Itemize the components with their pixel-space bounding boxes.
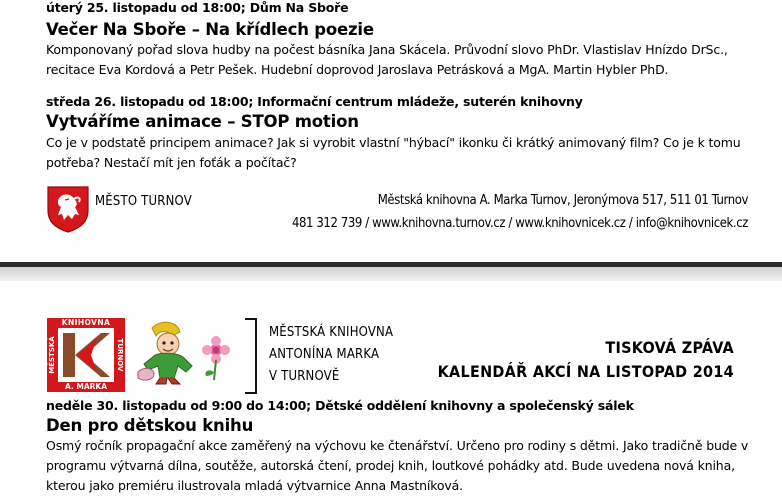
logo-text-right: TURNOV — [116, 338, 124, 372]
press-release-title: TISKOVÁ ZPÁVA — [605, 338, 734, 357]
logo-text-left: MĚSTSKÁ — [48, 336, 56, 374]
bracket-divider — [245, 318, 257, 394]
event-3-line-3: kterou jako premiéru ilustrovala mladá výtvarnice Anna Mastníková. — [46, 478, 463, 493]
event-1-title: Večer Na Sboře – Na křídlech poezie — [46, 20, 374, 39]
library-name-line-1: MĚSTSKÁ KNIHOVNA — [269, 325, 394, 340]
city-label: MĚSTO TURNOV — [95, 194, 192, 209]
mascot-illustration — [134, 320, 238, 388]
calendar-title: KALENDÁŘ AKCÍ NA LISTOPAD 2014 — [437, 362, 734, 381]
library-contacts: 481 312 739 / www.knihovna.turnov.cz / www.knihovnicek.cz / info@knihovnicek.cz — [291, 216, 748, 231]
event-3-date: neděle 30. listopadu od 9:00 do 14:00; Dětské oddělení knihovny a společenský sálek — [46, 398, 634, 413]
turnov-coat-of-arms-icon — [46, 185, 90, 233]
event-3-description — [46, 436, 748, 496]
library-address: Městská knihovna A. Marka Turnov, Jeronýmova 517, 511 01 Turnov — [377, 193, 748, 208]
event-3-line-1: Osmý ročník propagační akce zaměřený na výchovu ke čtenářství. Určeno pro rodiny s dětmi. Jako tradičně bude v — [46, 438, 749, 453]
event-3-title: Den pro dětskou knihu — [46, 416, 254, 435]
library-name — [269, 322, 393, 388]
event-2-line-2: potřeba? Nestačí mít jen foťák a počítač? — [46, 155, 297, 170]
press-heading — [438, 336, 734, 384]
logo-text-bottom: A. MARKA — [64, 382, 108, 391]
library-logo — [47, 318, 125, 392]
event-1-description — [46, 40, 728, 80]
library-name-line-3: V TURNOVĚ — [269, 369, 340, 384]
event-2-description — [46, 133, 741, 173]
event-2-line-1: Co je v podstatě principem animace? Jak si vyrobit vlastní "hýbací" ikonku či krátký animovaný film? Co je k tomu — [46, 135, 741, 150]
event-1-line-1: Komponovaný pořad slova hudby na počest básníka Jana Skácela. Průvodní slovo PhDr. Vlastislav Hnízdo DrSc., — [46, 42, 728, 57]
event-1-line-2: recitace Eva Kordová a Petr Pešek. Hudební doprovod Jaroslava Petrásková a MgA. Martin Hybler PhD. — [46, 62, 669, 77]
event-1-date: úterý 25. listopadu od 18:00; Dům Na Sboře — [46, 0, 349, 15]
library-name-line-2: ANTONÍNA MARKA — [269, 347, 380, 362]
page-gap — [0, 267, 782, 281]
logo-text-top: KNIHOVNA — [61, 318, 111, 327]
event-2-title: Vytváříme animace – STOP motion — [46, 112, 359, 131]
event-2-date: středa 26. listopadu od 18:00; Informační centrum mládeže, suterén knihovny — [46, 94, 583, 109]
event-3-line-2: programu výtvarná dílna, soutěže, autorská čtení, prodej knih, loutkové pohádky atd. Bude uvedena nová kniha, — [46, 458, 735, 473]
